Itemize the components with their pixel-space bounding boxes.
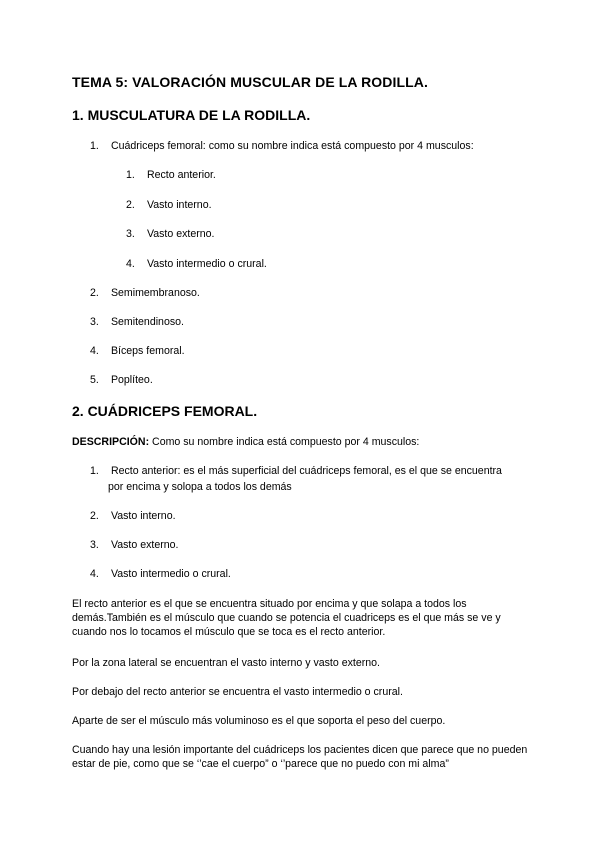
list-number: 2. [126,199,135,211]
list-item [90,286,200,300]
list-text: Poplíteo. [110,374,153,386]
paragraph: Cuando hay una lesión importante del cuádriceps los pacientes dicen que parece que no pueden estar de pie, como que se ‘’cae el cuerpo” o ‘’parece que no puedo con mi alma” [72,744,528,770]
list-number: 3. [126,228,135,240]
list-number: 4. [126,258,135,270]
description-label: DESCRIPCIÓN: [72,436,150,448]
document-title: TEMA 5: VALORACIÓN MUSCULAR DE LA RODILLA. [72,74,428,90]
list-number: 4. [90,345,99,357]
list-number: 5. [90,374,99,386]
list-number: 1. [90,465,99,477]
list-item [90,464,502,478]
section-1-heading: 1. MUSCULATURA DE LA RODILLA. [72,107,311,123]
description-line [72,435,419,449]
paragraph: Por la zona lateral se encuentran el vasto interno y vasto externo. [72,657,380,669]
list-number: 4. [90,568,99,580]
list-item [90,373,153,387]
list-number: 1. [90,140,99,152]
list-text: Vasto interno. [146,199,212,211]
paragraph: Aparte de ser el músculo más voluminoso es el que soporta el peso del cuerpo. [72,715,446,727]
list-text: Recto anterior. [146,169,216,181]
list-number: 1. [126,169,135,181]
list-text: Recto anterior: es el más superficial del cuádriceps femoral, es el que se encuentra [110,465,502,477]
list-text: Vasto interno. [110,510,176,522]
list-text: Vasto externo. [146,228,215,240]
list-item [90,344,185,358]
list-number: 3. [90,316,99,328]
sub-list-item [126,227,214,241]
list-text-continuation: por encima y solopa a todos los demás [108,481,292,493]
list-item [90,567,231,581]
list-item [90,509,176,523]
paragraph: El recto anterior es el que se encuentra situado por encima y que solapa a todos los demás.También es el músculo que cuando se potencia el cuadriceps es el que más se ve y cuando nos lo tocamos el músculo que se toca es el recto anterior. [72,598,501,638]
list-number: 2. [90,510,99,522]
list-text: Semimembranoso. [110,287,200,299]
paragraph: Por debajo del recto anterior se encuentra el vasto intermedio o crural. [72,686,403,698]
description-text: Como su nombre indica está compuesto por 4 musculos: [149,436,420,448]
list-number: 2. [90,287,99,299]
sub-list-item [126,168,216,182]
list-item [90,139,474,153]
list-number: 3. [90,539,99,551]
list-text: Cuádriceps femoral: como su nombre indica está compuesto por 4 musculos: [110,140,474,152]
list-text: Vasto intermedio o crural. [110,568,231,580]
list-text: Vasto intermedio o crural. [146,258,267,270]
list-item [90,538,178,552]
sub-list-item [126,257,267,271]
list-item [90,315,184,329]
list-text: Bíceps femoral. [110,345,185,357]
section-2-heading: 2. CUÁDRICEPS FEMORAL. [72,403,258,419]
sub-list-item [126,198,212,212]
list-text: Semitendinoso. [110,316,184,328]
list-text: Vasto externo. [110,539,179,551]
